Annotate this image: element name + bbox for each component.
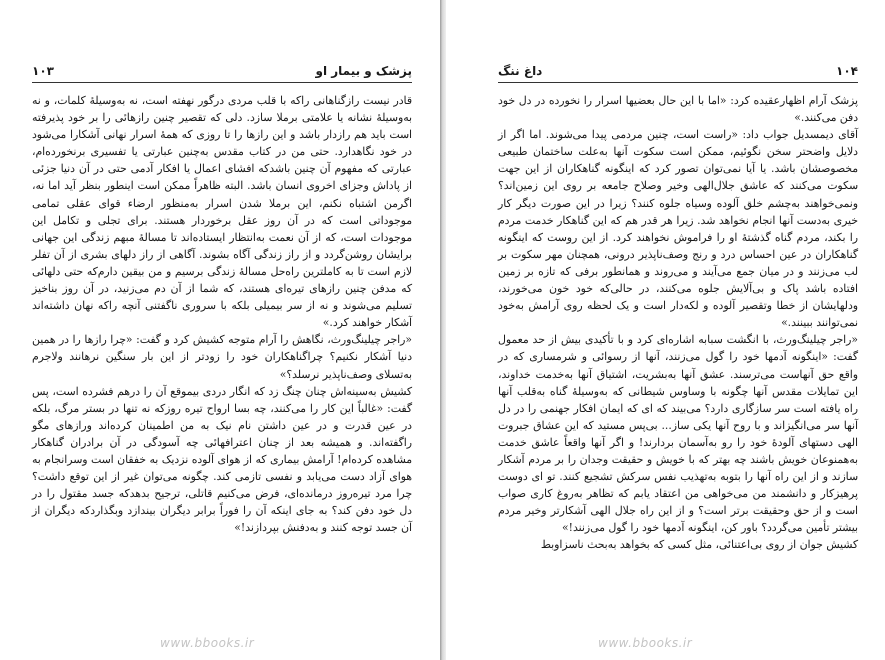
right-paragraph-2: آقای دیمسدیل جواب داد: «راست است، چنین مردمی پیدا می‌شوند. اما اگر از دلایل واضحتر سخن نگوئیم، ممکن است سکوت آنها به‌علت ساختمان طبیعی مخصوصشان باشد. یا آیا نمی‌توان تصور کرد که اینگونه گناهکاران از این جهت سکوت می‌کنند که عاشق جلال‌الهی وخیر وصلاح جامعه بر روی این زمین‌اند؟ ونمی‌خواهند به‌چشم خلق آلوده وسیاه جلوه کنند؟ زیرا در این صورت دیگر کار خیری به‌دست آنها انجام نخواهد شد. زیرا هر قدر هم که این گناهکار خدمت مردم را بکند، مردم گناه گذشتهٔ او را فراموش نخواهند کرد. از این روست که اینگونه گناهکاران در عین احساس درد و رنج وصف‌ناپذیر درونی، همچنان مهر سکوت بر لب می‌زنند و در میان جمع می‌آیند و می‌روند و همانطور برفی که تازه بر زمین افتاده باشد پاک و بی‌آلایش جلوه می‌کنند، در حالی‌که خود خون می‌خورند، ودلهایشان از خطا وتقصیر آلوده و لکه‌دار است و یک لحظه روی آرامش به‌خود نمی‌توانند ببینند.» — [498, 128, 858, 330]
right-page — [446, 0, 885, 660]
left-paragraph-3: کشیش به‌سینه‌اش چنان چنگ زد که انگار دردی بیموقع آن را درهم فشرده است، پس گفت: «غالباً این کار را می‌کنند، چه بسا ارواح تیره روزکه نه تنها در بستر مرگ، بلکه در عین قدرت و در عین داشتن نام نیک به من اطمینان کرده‌اند ورازهای مگو راگفته‌اند. و همیشه بعد از چنان اعترافهائی چه آسودگی در آن برادران گناهکار مشاهده کرده‌ام! آرامش بیماری که از هوای آلوده نزدیک به خفقان است وسرانجام به هوای آزاد دست می‌یابد و نفسی تازمی کند. چگونه می‌توان غیر از این توقع داشت؟ چرا مرد تیره‌روز درمانده‌ای، فرض می‌کنیم قاتلی، ترجیح بدهدکه جسد مقتول را در دل خود دفن کند؟ به جای اینکه آن را فوراً برابر دیگران بیندازد وبگذاردکه دیگران از آن جسد توجه کنند و به‌دفنش بپردازند!» — [32, 384, 412, 535]
right-paragraph-1: پزشک آرام اظهارعقیده کرد: «اما با این حال بعضیها اسرار را نخورده در دل خود دفن می‌کنند.» — [498, 94, 858, 125]
right-watermark: www.bbooks.ir — [598, 636, 693, 650]
left-page — [0, 0, 440, 660]
left-header-rule — [32, 82, 412, 83]
left-paragraph-2: «راجر چیلینگ‌ورث، نگاهش را آرام متوجه کشیش کرد و گفت: «چرا رازها را در همین دنیا آشکار نکنیم؟ چراگناهکاران خود را زودتر از این بار سنگین نرهانند ولاجرم به‌تسلای وصف‌ناپذیر نرسلد؟» — [32, 333, 412, 381]
right-page-body — [498, 92, 858, 554]
left-page-number: ۱۰۳ — [32, 64, 54, 78]
left-page-body — [32, 92, 412, 536]
right-page-header — [498, 58, 858, 78]
left-paragraph-1: قادر نیست رازگناهانی راکه با قلب مردی درگور نهفته است، نه به‌وسیلهٔ کلمات، و نه به‌وسیلهٔ نشانه یا علامتی برملا سازد. دلی که تقصیر چنین رازهائی را بر خود پذیرفته است باید هم رازدار باشد و این رازها را تا روزی که همهٔ اسرار نهانی آشکارا می‌شود در خود نگاهدارد. حتی من در کتاب مقدس به‌چنین عبارتی یا تفسیری برنخورده‌ام، عبارتی که مفهوم آن چنین باشدکه افشای اعمال یا افکار آدمی حتی در آن دنیا جزئی از پاداش وجزای اخروی انسان باشد. البته ظاهراً ممکن است اینطور بنظر آید اما نه، اگرمن اشتباه نکنم، این برملا شدن اسرار به‌منظور ارضاء قوای عقلی تمامی موجوداتی است که در آن روز عقل برخوردار هستند. برای تجلی و تکامل این موجودات است، که از آن نعمت به‌انتظار ایستاده‌اند تا مسالهٔ مبهم زندگی این جهانی برایشان روشن‌گردد و از راز زندگی آگاه بشوند. آگاهی از راز دلهای بشری از آن تفلر لازم است تا به کاملترین راه‌حل مسالهٔ زندگی برسیم و من بیقین دارم‌که حتی دلهائی که مدفن چنین رازهای تیره‌ای هستند، که شما از آن دم می‌زنید، در آن روز بناخیز تسلیم می‌شوند و نه از سر بیمیلی بلکه با سروری ناگفتنی آنچه راکه نهان داشته‌اند آشکار خواهند کرد.» — [32, 94, 412, 330]
right-paragraph-4: کشیش جوان از روی بی‌اعتنائی، مثل کسی که بخواهد به‌بحث ناسزاوبط — [540, 538, 858, 552]
right-header-rule — [498, 82, 858, 83]
left-watermark: www.bbooks.ir — [160, 636, 255, 650]
right-running-title: داغ ننگ — [498, 64, 543, 78]
left-running-title: پزشک و بیمار او — [315, 64, 412, 78]
right-paragraph-3: «راجر چیلینگ‌ورث، با انگشت سبابه اشاره‌ای کرد و با تأکیدی بیش از حد معمول گفت: «اینگونه آدمها خود را گول می‌زنند، آنها از رسوائی و شرمساری که در واقع حق آنهاست می‌ترسند. عشق آنها به‌بشریت، اشتیاق آنها به‌خدمت خداوند، این تمایلات مقدس آنها چگونه با وساوس شیطانی که به‌وسیلهٔ گناه به‌قلب آنها راه یافته است سر سازگاری دارد؟ می‌بیند که ای که ایمان افکار جهنمی را در دل آنها سر می‌انگیزاند و با روح آنها یکی ساز... بی‌پس مستید که این عشاق جبروت الهی دستهای آلودهٔ خود را رو به‌آسمان بردارند! و اگر آنها واقعاً عاشق خدمت به‌همنوعان خویش باشند چه بهتر که با خویش و حقیقت وجدان را بر مردم آشکار سازند و از این راه آنها را بتوبه به‌تهذیب نفس سرکش تشجیع کنند. تو ای دوست پرهیزکار و دانشمند من می‌خواهی من اعتقاد یابم که تظاهر به‌روغ کاری صواب است و از حق وحقیقت برتر است؟ و از این راه جلال الهی آشکارتر وخیر مردم بیشتر تأمین می‌گردد؟ باور کن، اینگونه آدمها خود را گول می‌زنند!» — [498, 333, 858, 535]
right-page-number: ۱۰۴ — [836, 64, 858, 78]
left-page-header — [32, 58, 412, 78]
